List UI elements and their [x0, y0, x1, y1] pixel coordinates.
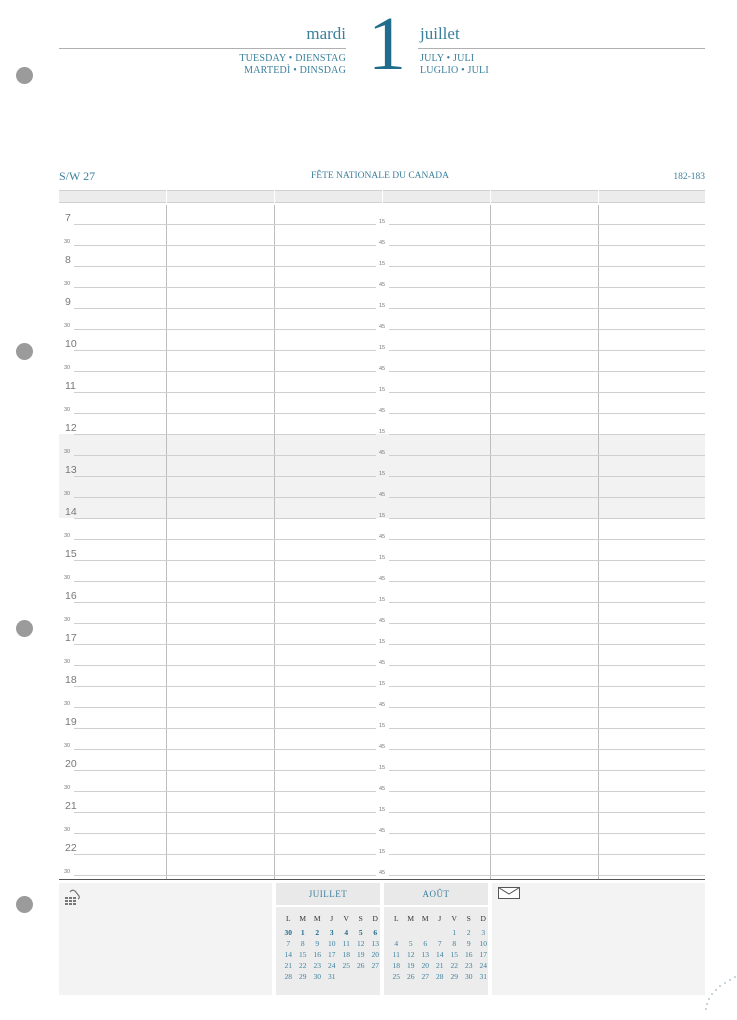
- schedule-bottom-rule: [59, 879, 705, 880]
- calendar-day: [354, 971, 369, 982]
- time-line: [74, 266, 376, 267]
- phone-icon: [64, 888, 84, 908]
- time-line: [74, 434, 376, 435]
- time-line: [74, 392, 376, 393]
- calendar-day[interactable]: 15: [299, 950, 307, 959]
- weekday-label: M: [421, 914, 429, 923]
- holiday-label: FÊTE NATIONALE DU CANADA: [310, 171, 449, 181]
- time-line: [389, 245, 705, 246]
- calendar-day[interactable]: 10: [328, 939, 336, 948]
- quarter-label: 45: [379, 366, 386, 372]
- time-line: [389, 560, 705, 561]
- calendar-day[interactable]: 11: [392, 950, 400, 959]
- calendar-day[interactable]: 4: [394, 939, 399, 948]
- calendar-day[interactable]: 31: [328, 972, 336, 981]
- column-header: [275, 190, 382, 203]
- quarter-label: 45: [379, 534, 386, 540]
- time-line: [74, 539, 376, 540]
- calendar-day[interactable]: 9: [315, 939, 320, 948]
- current-week-day[interactable]: 30: [284, 928, 292, 937]
- calendar-day[interactable]: 30: [465, 972, 473, 981]
- calendar-day: [368, 971, 383, 982]
- decorative-dots: [697, 975, 737, 1015]
- calendar-day[interactable]: 6: [423, 939, 428, 948]
- quarter-label: 15: [379, 681, 386, 687]
- time-line: [74, 833, 376, 834]
- calendar-day[interactable]: 13: [371, 939, 379, 948]
- time-line: [389, 455, 705, 456]
- calendar-day[interactable]: 2: [466, 928, 471, 937]
- mini-calendar-month: AOÛT: [384, 883, 488, 905]
- quarter-label: 15: [379, 219, 386, 225]
- quarter-label: 45: [379, 660, 386, 666]
- time-line: [74, 413, 376, 414]
- schedule-grid[interactable]: [59, 190, 705, 880]
- calendar-day[interactable]: 8: [300, 939, 305, 948]
- calendar-day[interactable]: 19: [357, 950, 365, 959]
- current-week-day[interactable]: 4: [344, 928, 349, 937]
- half-hour-label: 30: [64, 827, 71, 833]
- quarter-label: 15: [379, 723, 386, 729]
- time-line: [74, 287, 376, 288]
- time-line: [389, 224, 705, 225]
- calendar-day[interactable]: 19: [407, 961, 415, 970]
- day-translations-line2: MARTEDÌ • DINSDAG: [244, 65, 346, 76]
- half-hour-label: 30: [64, 869, 71, 875]
- calendar-day[interactable]: 8: [452, 939, 457, 948]
- month-translations: [420, 53, 489, 77]
- calendar-day[interactable]: 11: [342, 939, 350, 948]
- quarter-label: 45: [379, 282, 386, 288]
- half-hour-label: 30: [64, 533, 71, 539]
- time-line: [74, 749, 376, 750]
- hour-label: 10: [65, 338, 77, 350]
- quarter-label: 15: [379, 807, 386, 813]
- current-week-day[interactable]: 6: [373, 928, 378, 937]
- half-hour-label: 30: [64, 659, 71, 665]
- quarter-label: 15: [379, 387, 386, 393]
- current-week-day[interactable]: 5: [358, 928, 363, 937]
- quarter-label: 45: [379, 576, 386, 582]
- quarter-label: 45: [379, 786, 386, 792]
- quarter-label: 45: [379, 240, 386, 246]
- half-hour-label: 30: [64, 239, 71, 245]
- time-line: [389, 350, 705, 351]
- quarter-label: 15: [379, 765, 386, 771]
- calendar-day[interactable]: 12: [407, 950, 415, 959]
- calendar-day[interactable]: 27: [371, 961, 379, 970]
- time-line: [389, 728, 705, 729]
- half-hour-label: 30: [64, 701, 71, 707]
- calendar-day[interactable]: 29: [450, 972, 458, 981]
- time-line: [389, 707, 705, 708]
- mini-calendar: [276, 907, 380, 995]
- quarter-label: 45: [379, 870, 386, 876]
- time-line: [74, 644, 376, 645]
- quarter-label: 45: [379, 744, 386, 750]
- time-line: [74, 854, 376, 855]
- quarter-label: 15: [379, 639, 386, 645]
- calendar-day: [389, 927, 404, 938]
- time-line: [74, 560, 376, 561]
- day-count: 182-183: [673, 172, 705, 182]
- calendar-day[interactable]: 18: [392, 961, 400, 970]
- calendar-day[interactable]: 17: [328, 950, 336, 959]
- calendar-day[interactable]: 25: [342, 961, 350, 970]
- mail-box[interactable]: [492, 883, 705, 995]
- quarter-label: 45: [379, 492, 386, 498]
- hour-label: 7: [65, 212, 71, 224]
- current-week-day[interactable]: 1: [300, 928, 305, 937]
- quarter-label: 15: [379, 429, 386, 435]
- calendar-day: [418, 927, 433, 938]
- weekday-label: J: [438, 914, 442, 923]
- time-line: [389, 623, 705, 624]
- calendar-day[interactable]: 28: [284, 972, 292, 981]
- half-hour-label: 30: [64, 491, 71, 497]
- calendar-day[interactable]: 23: [313, 961, 321, 970]
- calendar-day[interactable]: 24: [479, 961, 487, 970]
- hour-label: 12: [65, 422, 77, 434]
- calendar-day[interactable]: 7: [286, 939, 291, 948]
- half-hour-label: 30: [64, 449, 71, 455]
- time-line: [389, 539, 705, 540]
- hour-label: 20: [65, 758, 77, 770]
- time-line: [74, 497, 376, 498]
- calendar-day[interactable]: 24: [328, 961, 336, 970]
- column-header: [383, 190, 490, 203]
- time-line: [389, 812, 705, 813]
- quarter-label: 15: [379, 303, 386, 309]
- time-line: [74, 371, 376, 372]
- calendar-day: [404, 927, 419, 938]
- time-line: [74, 329, 376, 330]
- time-line: [389, 413, 705, 414]
- current-week-day[interactable]: 3: [329, 928, 334, 937]
- envelope-icon: [498, 887, 520, 899]
- column-header: [491, 190, 598, 203]
- time-line: [389, 581, 705, 582]
- column-divider: [490, 205, 491, 880]
- quarter-label: 45: [379, 618, 386, 624]
- calendar-day[interactable]: 27: [421, 972, 429, 981]
- day-translations-line1: TUESDAY • DIENSTAG: [239, 53, 346, 64]
- time-line: [74, 518, 376, 519]
- day-name: mardi: [306, 24, 346, 43]
- calendar-day[interactable]: 22: [299, 961, 307, 970]
- calendar-day[interactable]: 31: [479, 972, 487, 981]
- half-hour-label: 30: [64, 281, 71, 287]
- calendar-day[interactable]: 26: [407, 972, 415, 981]
- calendar-day[interactable]: 22: [450, 961, 458, 970]
- weekday-label: V: [451, 914, 457, 923]
- calendar-day: [339, 971, 354, 982]
- half-hour-label: 30: [64, 617, 71, 623]
- calendar-day[interactable]: 16: [465, 950, 473, 959]
- calendar-day[interactable]: 20: [421, 961, 429, 970]
- time-line: [389, 476, 705, 477]
- time-line: [389, 266, 705, 267]
- time-line: [389, 518, 705, 519]
- calendar-day[interactable]: 10: [479, 939, 487, 948]
- calendar-day[interactable]: 3: [481, 928, 486, 937]
- weekday-label: S: [466, 914, 471, 923]
- weekday-label: L: [393, 914, 399, 923]
- half-hour-label: 30: [64, 575, 71, 581]
- calendar-day[interactable]: 9: [466, 939, 471, 948]
- time-line: [389, 602, 705, 603]
- time-line: [389, 770, 705, 771]
- quarter-label: 45: [379, 828, 386, 834]
- column-header: [167, 190, 274, 203]
- time-line: [389, 875, 705, 876]
- calendar-day[interactable]: 25: [392, 972, 400, 981]
- half-hour-label: 30: [64, 785, 71, 791]
- half-hour-label: 30: [64, 365, 71, 371]
- calendar-day[interactable]: 15: [450, 950, 458, 959]
- calendar-day[interactable]: 1: [452, 928, 457, 937]
- time-line: [389, 434, 705, 435]
- time-line: [389, 371, 705, 372]
- calendar-day[interactable]: 21: [284, 961, 292, 970]
- hour-label: 21: [65, 800, 77, 812]
- calendar-day[interactable]: 12: [357, 939, 365, 948]
- quarter-label: 15: [379, 345, 386, 351]
- header-rule-left: [59, 48, 346, 49]
- hour-label: 13: [65, 464, 77, 476]
- current-week-day[interactable]: 2: [315, 928, 320, 937]
- weekday-label: V: [343, 914, 349, 923]
- time-line: [74, 602, 376, 603]
- column-divider: [598, 205, 599, 880]
- half-hour-label: 30: [64, 323, 71, 329]
- time-line: [74, 665, 376, 666]
- weekday-label: M: [299, 914, 307, 923]
- header-rule-right: [418, 48, 705, 49]
- weekday-label: L: [285, 914, 291, 923]
- binder-hole: [16, 620, 33, 637]
- quarter-label: 45: [379, 408, 386, 414]
- mini-calendar-month: JUILLET: [276, 883, 380, 905]
- mini-calendar: [384, 907, 488, 995]
- month-name: juillet: [420, 24, 460, 43]
- time-line: [389, 392, 705, 393]
- calendar-day[interactable]: 20: [371, 950, 379, 959]
- hour-label: 18: [65, 674, 77, 686]
- time-line: [389, 329, 705, 330]
- weekday-label: M: [407, 914, 415, 923]
- time-line: [74, 476, 376, 477]
- time-line: [74, 770, 376, 771]
- day-translations: [239, 53, 346, 77]
- notes-phone-box[interactable]: [59, 883, 272, 995]
- month-translations-line1: JULY • JULI: [420, 53, 475, 64]
- quarter-label: 45: [379, 702, 386, 708]
- calendar-day[interactable]: 21: [436, 961, 444, 970]
- hour-label: 8: [65, 254, 71, 266]
- time-line: [74, 686, 376, 687]
- calendar-day[interactable]: 28: [436, 972, 444, 981]
- calendar-day[interactable]: 23: [465, 961, 473, 970]
- calendar-day[interactable]: 13: [421, 950, 429, 959]
- hour-label: 9: [65, 296, 71, 308]
- weekday-label: S: [358, 914, 363, 923]
- time-line: [74, 728, 376, 729]
- half-hour-label: 30: [64, 743, 71, 749]
- time-line: [389, 686, 705, 687]
- quarter-label: 15: [379, 471, 386, 477]
- calendar-day[interactable]: 30: [313, 972, 321, 981]
- calendar-day[interactable]: 17: [479, 950, 487, 959]
- quarter-label: 15: [379, 513, 386, 519]
- time-line: [74, 791, 376, 792]
- time-line: [74, 455, 376, 456]
- calendar-day[interactable]: 14: [436, 950, 444, 959]
- month-translations-line2: LUGLIO • JULI: [420, 65, 489, 76]
- time-line: [74, 623, 376, 624]
- time-line: [74, 875, 376, 876]
- column-divider: [274, 205, 275, 880]
- time-line: [74, 707, 376, 708]
- hour-label: 15: [65, 548, 77, 560]
- time-line: [74, 581, 376, 582]
- column-header: [59, 190, 166, 203]
- time-line: [74, 224, 376, 225]
- time-line: [74, 308, 376, 309]
- weekday-label: D: [372, 914, 378, 923]
- hour-label: 22: [65, 842, 77, 854]
- calendar-day[interactable]: 7: [437, 939, 442, 948]
- time-line: [74, 812, 376, 813]
- quarter-label: 45: [379, 450, 386, 456]
- hour-label: 17: [65, 632, 77, 644]
- binder-hole: [16, 896, 33, 913]
- quarter-label: 15: [379, 597, 386, 603]
- calendar-day[interactable]: 29: [299, 972, 307, 981]
- calendar-day[interactable]: 5: [408, 939, 413, 948]
- week-number: S/W 27: [59, 169, 96, 183]
- day-number: 1: [368, 2, 406, 86]
- column-divider: [166, 205, 167, 880]
- binder-hole: [16, 67, 33, 84]
- weekday-label: J: [330, 914, 334, 923]
- time-line: [389, 644, 705, 645]
- hour-label: 16: [65, 590, 77, 602]
- weekday-label: D: [480, 914, 486, 923]
- quarter-label: 15: [379, 261, 386, 267]
- time-line: [389, 791, 705, 792]
- time-line: [74, 350, 376, 351]
- time-line: [389, 833, 705, 834]
- quarter-label: 45: [379, 324, 386, 330]
- hour-label: 19: [65, 716, 77, 728]
- time-line: [389, 287, 705, 288]
- column-header: [599, 190, 705, 203]
- calendar-day: [433, 927, 448, 938]
- calendar-day[interactable]: 14: [284, 950, 292, 959]
- time-line: [389, 497, 705, 498]
- half-hour-label: 30: [64, 407, 71, 413]
- hour-label: 14: [65, 506, 77, 518]
- quarter-label: 15: [379, 555, 386, 561]
- hour-label: 11: [65, 380, 76, 392]
- calendar-day[interactable]: 18: [342, 950, 350, 959]
- calendar-day[interactable]: 26: [357, 961, 365, 970]
- time-line: [389, 665, 705, 666]
- binder-hole: [16, 343, 33, 360]
- weekday-label: M: [313, 914, 321, 923]
- quarter-label: 15: [379, 849, 386, 855]
- time-line: [389, 749, 705, 750]
- time-line: [389, 308, 705, 309]
- time-line: [389, 854, 705, 855]
- calendar-day[interactable]: 16: [313, 950, 321, 959]
- time-line: [74, 245, 376, 246]
